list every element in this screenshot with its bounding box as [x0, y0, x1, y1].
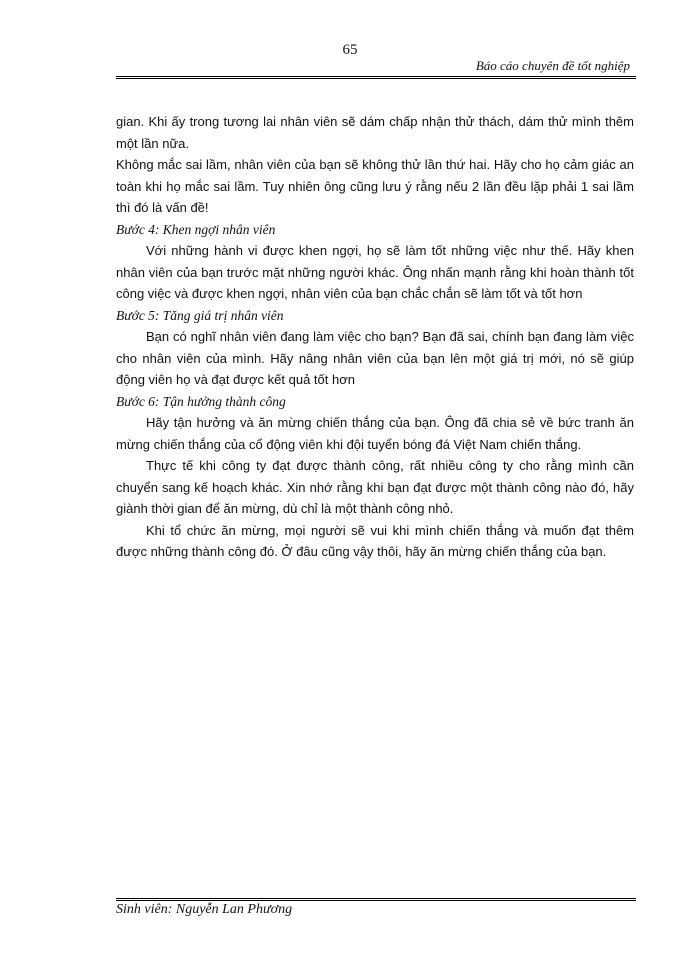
footer-author: Sinh viên: Nguyễn Lan Phương	[116, 902, 293, 917]
report-title: Báo cáo chuyên đề tốt nghiệp	[475, 58, 630, 73]
step-4-paragraph: Với những hành vi được khen ngợi, họ sẽ làm tốt những việc như thế. Hãy khen nhân viên của bạn trước mặt những người khác. Ông nhấn mạnh rằng khi hoàn thành tốt công việc và được khen ngợi, nhân viên của bạn chắc chắn sẽ làm tốt và tốt hơn	[116, 243, 634, 301]
page-number: 65	[342, 42, 358, 58]
footer-divider	[116, 898, 636, 901]
header-divider	[116, 76, 636, 79]
paragraph-continuation: gian. Khi ấy trong tương lai nhân viên sẽ dám chấp nhận thử thách, dám thử mình thêm một lần nữa.	[116, 114, 634, 151]
paragraph-mistakes: Không mắc sai lầm, nhân viên của bạn sẽ không thử lần thứ hai. Hãy cho họ cảm giác an toàn khi họ mắc sai lầm. Tuy nhiên ông cũng lưu ý rằng nếu 2 lần đều lặp phải 1 sai lầm thì đó là vấn đề!	[116, 157, 634, 215]
main-content	[116, 111, 634, 563]
step-6-paragraph-1: Hãy tận hưởng và ăn mừng chiến thắng của bạn. Ông đã chia sẻ về bức tranh ăn mừng chiến thắng của cổ động viên khi đội tuyển bóng đá Việt Nam chiến thắng.	[116, 415, 634, 452]
step-6-heading: Bước 6: Tận hưởng thành công	[116, 393, 286, 409]
step-6-paragraph-3: Khi tổ chức ăn mừng, mọi người sẽ vui khi mình chiến thắng và muốn đạt thêm được những thành công đó. Ở đâu cũng vậy thôi, hãy ăn mừng chiến thắng của bạn.	[116, 522, 634, 559]
step-4-heading: Bước 4: Khen ngợi nhân viên	[116, 221, 276, 237]
step-6-paragraph-2: Thực tế khi công ty đạt được thành công, rất nhiều công ty cho rằng mình cần chuyển sang kế hoạch khác. Xin nhớ rằng khi bạn đạt được một thành công nào đó, hãy giành thời gian để ăn mừng, dù chỉ là một thành công nhỏ.	[116, 458, 634, 516]
step-5-heading: Bước 5: Tăng giá trị nhân viên	[116, 307, 284, 323]
step-5-paragraph: Bạn có nghĩ nhân viên đang làm việc cho bạn? Bạn đã sai, chính bạn đang làm việc cho nhân viên của mình. Hãy nâng nhân viên của bạn lên một giá trị mới, nó sẽ giúp động viên họ và đạt được kết quả tốt hơn	[116, 329, 634, 387]
